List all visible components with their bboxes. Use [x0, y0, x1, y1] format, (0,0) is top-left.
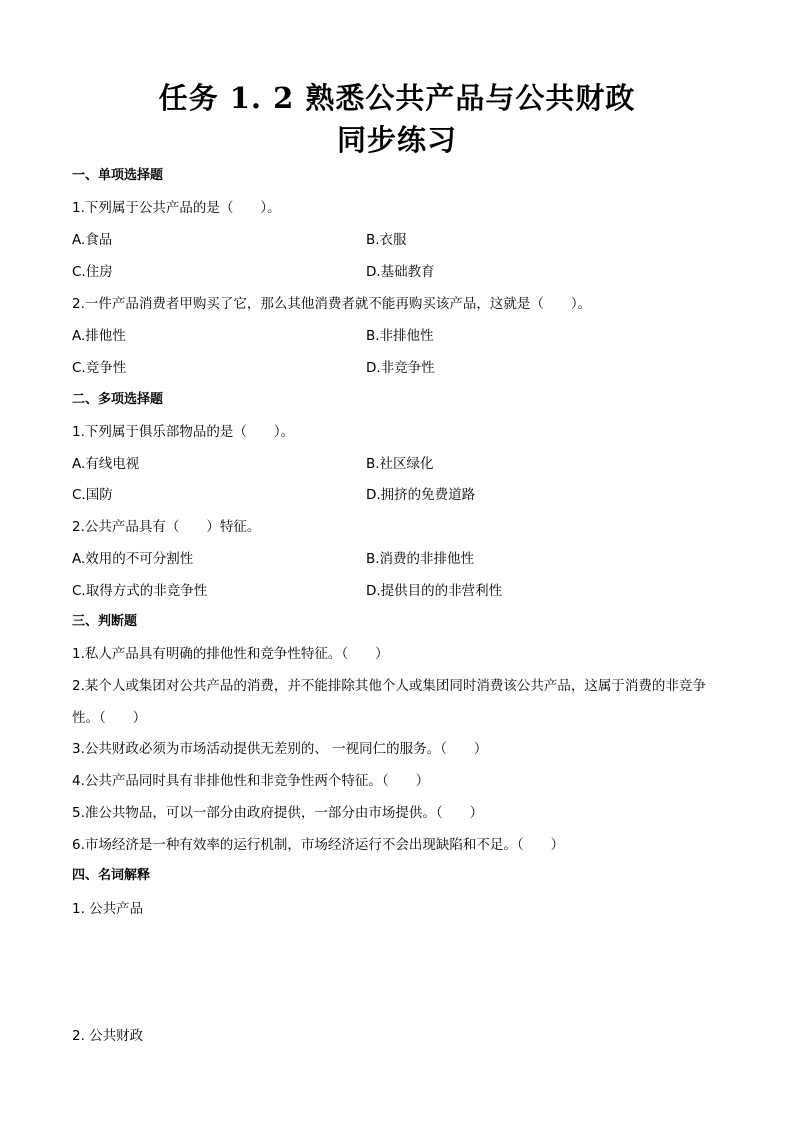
judgment-item: 1.私人产品具有明确的排他性和竞争性特征。（ ）	[72, 646, 389, 662]
option-d: D.基础教育	[366, 264, 435, 280]
section-heading-multi-choice: 二、多项选择题	[72, 392, 164, 407]
term-item: 2. 公共财政	[72, 1028, 144, 1044]
judgment-item: 6.市场经济是一种有效率的运行机制，市场经济运行不会出现缺陷和不足。（ ）	[72, 837, 565, 853]
question-stem: 2.公共产品具有（ ）特征。	[72, 519, 261, 535]
option-c: C.取得方式的非竞争性	[72, 583, 208, 599]
option-d: D.非竞争性	[366, 360, 435, 376]
judgment-item: 5.准公共物品，可以一部分由政府提供，一部分由市场提供。（ ）	[72, 805, 484, 821]
section-heading-judgment: 三、判断题	[72, 614, 138, 629]
document-subtitle: 同步练习	[336, 123, 457, 157]
option-a: A.有线电视	[72, 456, 140, 472]
question-stem: 2.一件产品消费者甲购买了它，那么其他消费者就不能再购买该产品，这就是（ ）。	[72, 296, 592, 312]
option-d: D.拥挤的免费道路	[366, 487, 476, 503]
term-item: 1. 公共产品	[72, 901, 144, 917]
judgment-item: 4.公共产品同时具有非排他性和非竞争性两个特征。（ ）	[72, 773, 430, 789]
judgment-item: 2.某个人或集团对公共产品的消费，并不能排除其他个人或集团同时消费该公共产品，这属于消费的非竞争性。（ ）	[72, 678, 706, 726]
option-c: C.竞争性	[72, 360, 127, 376]
option-a: A.排他性	[72, 328, 126, 344]
question-stem: 1.下列属于公共产品的是（ ）。	[72, 200, 281, 216]
option-c: C.国防	[72, 487, 113, 503]
option-b: B.衣服	[366, 232, 407, 248]
question-stem: 1.下列属于俱乐部物品的是（ ）。	[72, 424, 295, 440]
option-b: B.社区绿化	[366, 456, 434, 472]
section-heading-terms: 四、名词解释	[72, 868, 151, 883]
judgment-item: 3.公共财政必须为市场活动提供无差别的、 一视同仁的服务。（ ）	[72, 741, 488, 757]
option-b: B.消费的非排他性	[366, 551, 475, 567]
option-c: C.住房	[72, 264, 113, 280]
option-a: A.效用的不可分割性	[72, 551, 194, 567]
section-heading-single-choice: 一、单项选择题	[72, 168, 164, 183]
option-a: A.食品	[72, 232, 113, 248]
option-b: B.非排他性	[366, 328, 434, 344]
document-title: 任务 1. 2 熟悉公共产品与公共财政	[158, 81, 636, 115]
option-d: D.提供目的的非营利性	[366, 583, 503, 599]
